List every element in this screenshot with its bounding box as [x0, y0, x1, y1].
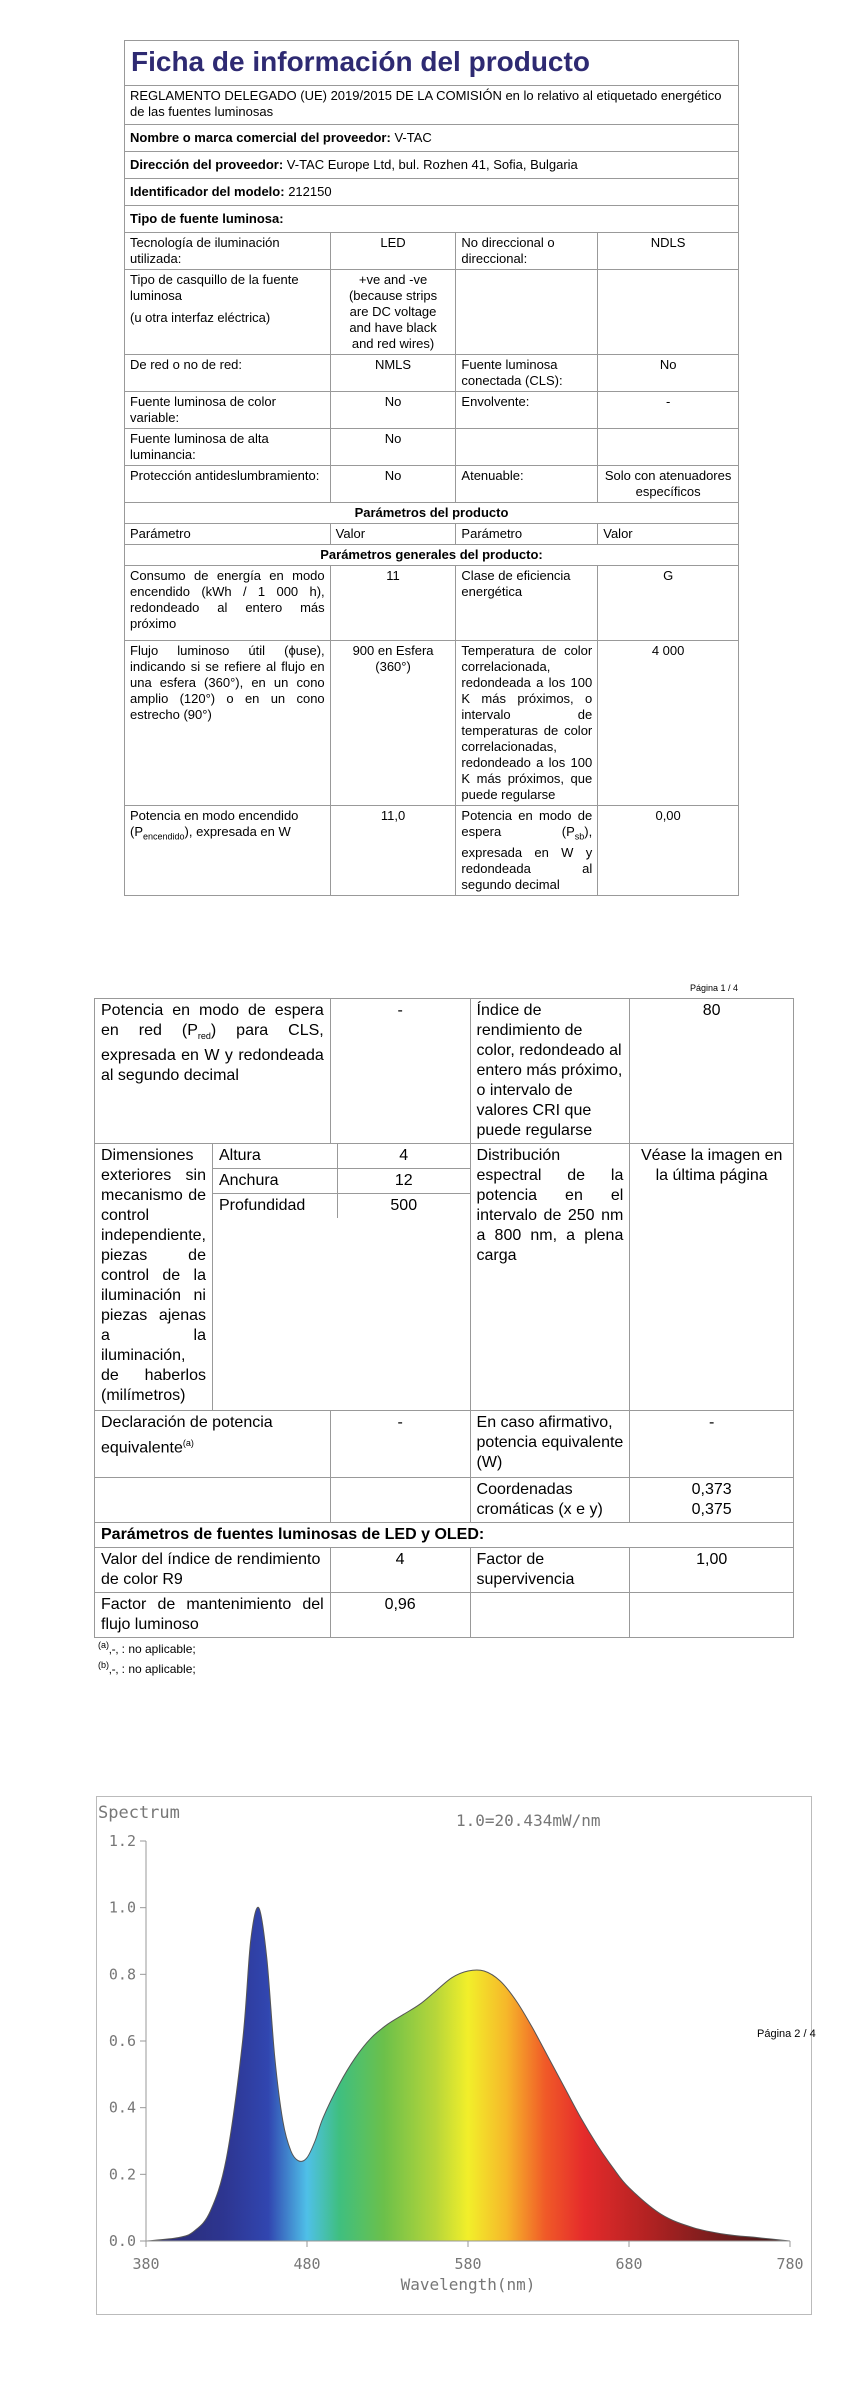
energy-label: Consumo de energía en modo encendido (kWh / 1 000 h), redondeado al entero más próximo: [125, 566, 331, 641]
spectrum-chart: [96, 1796, 812, 2316]
depth-value: 500: [390, 1197, 418, 1214]
envelope-value: -: [598, 392, 739, 429]
page-number-2: Página 2 / 4: [757, 2028, 816, 2040]
col-param-2: Parámetro: [456, 524, 598, 545]
width-value: 12: [337, 1169, 469, 1194]
x-tick-label: 680: [615, 2255, 643, 2273]
cri-label: Índice de rendimiento de color, redondeado al entero más próximo, o intervalo de valores CRI que puede regularse: [470, 999, 630, 1144]
address-label: Dirección del proveedor:: [130, 157, 284, 172]
nondir-label: No direccional o direccional:: [456, 233, 598, 270]
col-value-2: Valor: [598, 524, 739, 545]
survival-label: Factor de supervivencia: [470, 1548, 630, 1593]
dimmable-label: Atenuable:: [456, 466, 598, 503]
flux-value: 900 en Esfera (360°): [330, 641, 456, 806]
model-value: 212150: [288, 184, 332, 199]
chroma-y: 0,375: [691, 1501, 732, 1518]
standby-value: 0,00: [598, 806, 739, 896]
y-tick-label: 0.2: [108, 2165, 136, 2184]
mains-label: De red o no de red:: [125, 355, 331, 392]
height-value: 4: [337, 1144, 469, 1169]
cri-value: 80: [630, 999, 794, 1144]
supplier-value: V-TAC: [394, 130, 432, 145]
x-tick-label: 480: [293, 2255, 321, 2273]
glare-label: Protección antideslumbramiento:: [125, 466, 331, 503]
flux-label: Flujo luminoso útil (ϕuse), indicando si se refiere al flujo en una esfera (360°), en un cono amplio (120°) o en un cono estrecho (90°): [125, 641, 331, 806]
power-label: Potencia en modo encendido $(P_{encendido})$, expresada en W: [125, 806, 331, 896]
led-params-header: Parámetros de fuentes luminosas de LED y OLED:: [95, 1523, 794, 1548]
high-luminance-label: Fuente luminosa de alta luminancia:: [125, 429, 331, 466]
footnote-b: $^{(b)}$‚-‚ : no aplicable;: [98, 1660, 196, 1676]
cls-value: No: [598, 355, 739, 392]
product-info-table-page2: [94, 998, 794, 1638]
chroma-x: 0,373: [691, 1481, 732, 1498]
regulation-text: REGLAMENTO DELEGADO (UE) 2019/2015 DE LA COMISIÓN en lo relativo al etiquetado energético de las fuentes luminosas: [125, 86, 739, 125]
equiv-value: -: [330, 1411, 470, 1478]
width-label: Anchura: [213, 1169, 338, 1194]
source-type-heading: Tipo de fuente luminosa:: [125, 206, 739, 233]
lumen-maint-value: 0,96: [330, 1593, 470, 1638]
high-luminance-value: No: [330, 429, 456, 466]
chroma-label: Coordenadas cromáticas (x e y): [470, 1478, 630, 1523]
spectral-label: Distribución espectral de la potencia en el intervalo de 250 nm a 800 nm, a plena carga: [470, 1144, 630, 1411]
cct-value: 4 000: [598, 641, 739, 806]
address-value: V-TAC Europe Ltd, bul. Rozhen 41, Sofia, Bulgaria: [286, 157, 578, 172]
dimmable-value: Solo con atenuadores específicos: [598, 466, 739, 503]
footnote-a: $^{(a)}$‚-‚ : no aplicable;: [98, 1640, 196, 1656]
spectral-value: Véase la imagen en la última página: [630, 1144, 794, 1411]
net-standby-label: Potencia en modo de espera en red $(P_{red})$ para CLS, expresada en W y redondeada al segundo decimal: [95, 999, 331, 1144]
glare-value: No: [330, 466, 456, 503]
class-label: Clase de eficiencia energética: [456, 566, 598, 641]
cap-label-2: (u otra interfaz eléctrica): [130, 310, 271, 325]
affirm-label: En caso afirmativo, potencia equivalente (W): [470, 1411, 630, 1478]
page-title: Ficha de información del producto: [125, 41, 739, 86]
net-standby-value: -: [330, 999, 470, 1144]
dimensions-label: Dimensiones exteriores sin mecanismo de control independiente, piezas de control de la iluminación ni piezas ajenas a la iluminación, de haberlos (milímetros): [95, 1144, 213, 1411]
r9-value: 4: [330, 1548, 470, 1593]
envelope-label: Envolvente:: [456, 392, 598, 429]
chart-annotation: 1.0=20.434mW/nm: [456, 1811, 601, 1830]
dimensions-cell: [212, 1144, 470, 1411]
color-variable-label: Fuente luminosa de color variable:: [125, 392, 331, 429]
x-tick-label: 580: [454, 2255, 482, 2273]
supplier-row: [125, 125, 739, 152]
address-row: [125, 152, 739, 179]
y-tick-label: 1.0: [108, 1898, 136, 1917]
x-tick-label: 380: [132, 2255, 160, 2273]
y-tick-label: 0.4: [108, 2098, 136, 2117]
cls-label: Fuente luminosa conectada (CLS):: [456, 355, 598, 392]
model-label: Identificador del modelo:: [130, 184, 285, 199]
survival-value: 1,00: [630, 1548, 794, 1593]
dimensions-table: [213, 1144, 470, 1218]
chart-title: Spectrum: [98, 1803, 180, 1823]
r9-label: Valor del índice de rendimiento de color R9: [95, 1548, 331, 1593]
cap-label: Tipo de casquillo de la fuente luminosa: [130, 272, 299, 303]
params-header: Parámetros del producto: [125, 503, 739, 524]
supplier-label: Nombre o marca comercial del proveedor:: [130, 130, 391, 145]
tech-label: Tecnología de iluminación utilizada:: [125, 233, 331, 270]
affirm-value: -: [630, 1411, 794, 1478]
mains-value: NMLS: [330, 355, 456, 392]
standby-label: Potencia en modo de espera $(P_{sb})$, expresada en W y redondeada al segundo decimal: [456, 806, 598, 896]
model-row: [125, 179, 739, 206]
energy-value: 11: [330, 566, 456, 641]
x-tick-label: 780: [776, 2255, 804, 2273]
x-axis-label: Wavelength(nm): [400, 2275, 536, 2294]
class-value: G: [598, 566, 739, 641]
cct-label: Temperatura de color correlacionada, redondeada a los 100 K más próximos, o intervalo de temperaturas de color correlacionadas, redondeado a los 100 K más próximos, que puede regularse: [456, 641, 598, 806]
equiv-label: Declaración de potencia equivalente$^{(a)}$: [95, 1411, 331, 1478]
nondir-value: NDLS: [598, 233, 739, 270]
tech-value: LED: [330, 233, 456, 270]
chroma-value: [630, 1478, 794, 1523]
color-variable-value: No: [330, 392, 456, 429]
y-tick-label: 0.6: [108, 2032, 136, 2050]
y-tick-label: 1.2: [108, 1832, 136, 1850]
power-value: 11,0: [330, 806, 456, 896]
spectrum-svg: [96, 1796, 812, 2316]
product-info-table-page1: [124, 40, 739, 896]
y-tick-label: 0.8: [108, 1965, 136, 1984]
cap-label-cell: [125, 270, 331, 355]
general-params-header: Parámetros generales del producto:: [125, 545, 739, 566]
height-label: Altura: [213, 1144, 338, 1169]
col-param-1: Parámetro: [125, 524, 331, 545]
page-number-1: Página 1 / 4: [690, 983, 739, 993]
y-tick-label: 0.0: [108, 2232, 136, 2250]
depth-label: Profundidad: [213, 1194, 338, 1219]
col-value-1: Valor: [330, 524, 456, 545]
lumen-maint-label: Factor de mantenimiento del flujo luminoso: [95, 1593, 331, 1638]
cap-value: +ve and -ve (because strips are DC voltage and have black and red wires): [330, 270, 456, 355]
